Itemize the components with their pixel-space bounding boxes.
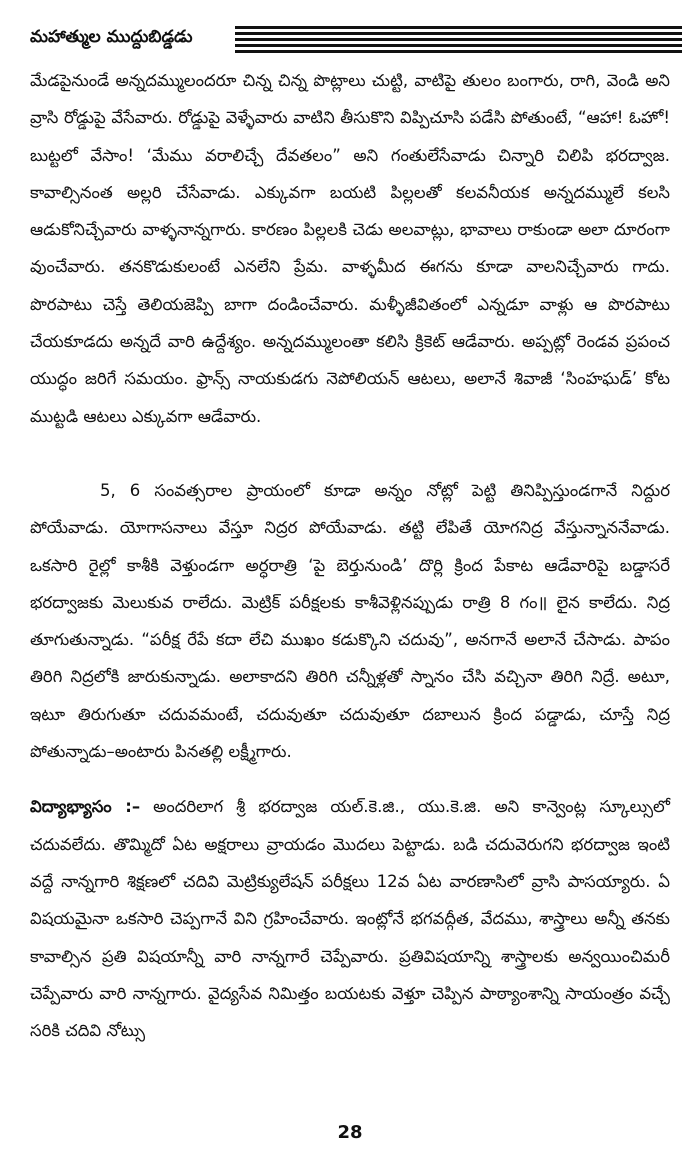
header-rule [235, 26, 682, 29]
page-number: 28 [337, 1122, 363, 1143]
body-text [30, 62, 670, 1049]
header-rule [235, 44, 682, 47]
section-paragraph [30, 788, 670, 1049]
section-heading: విద్యాభ్యాసం :– [30, 797, 141, 817]
section-text: అందరిలాగ శ్రీ భరద్వాజ యల్.కె.జి., యు.కె.జి. అని కాన్వెంట్ల స్కూల్సులో చదువలేదు. తొమ్మిదో ఏట అక్షరాలు వ్రాయడం మొదలు పెట్టాడు. బడి చదువెరుగని భరద్వాజ ఇంటి వద్దే నాన్నగారి శిక్షణలో చదివి మెట్రిక్యులేషన్ పరీక్షలు 12వ ఏట వారణాసిలో వ్రాసి పాసయ్యారు. ఏ విషయమైనా ఒకసారి చెప్పగానే విని గ్రహించేవారు. ఇంట్లోనే భగవద్గీత, వేదము, శాస్త్రాలు అన్నీ తనకు కావాల్సిన ప్రతి విషయాన్నీ వారి నాన్నగారే చెప్పేవారు. ప్రతివిషయాన్ని శాస్త్రాలకు అన్వయించిమరీ చెప్పేవారు వారి నాన్నగారు. వైద్యసేవ నిమిత్తం బయటకు వెళ్తూ చెప్పిన పాఠ్యాంశాన్ని సాయంత్రం వచ్చే సరికి చదివి నోట్సు [30, 797, 670, 1041]
header-rule [235, 50, 682, 53]
running-header [30, 22, 682, 56]
header-rule [235, 32, 682, 35]
paragraph: మేడపైనుండే అన్నదమ్ములందరూ చిన్న చిన్న పొట్లాలు చుట్టి, వాటిపై తులం బంగారు, రాగి, వెండి అని వ్రాసి రోడ్డుపై వేసేవారు. రోడ్డుపై వెళ్ళేవారు వాటిని తీసుకొని విప్పిచూసి పడేసి పోతుంటే, “ఆహా! ఓహో! బుట్టలో వేసాం! ‘మేము వరాలిచ్చే దేవతలం” అని గంతులేసేవాడు చిన్నారి చిలిపి భరద్వాజ. కావాల్సినంత అల్లరి చేసేవాడు. ఎక్కువగా బయటి పిల్లలతో కలవనీయక అన్నదమ్ములే కలసి ఆడుకోనిచ్చేవారు వాళ్ళనాన్నగారు. కారణం పిల్లలకి చెడు అలవాట్లు, భావాలు రాకుండా అలా దూరంగా వుంచేవారు. తనకొడుకులంటే ఎనలేని ప్రేమ. వాళ్ళమీద ఈగను కూడా వాలనిచ్చేవారు గాదు. పొరపాటు చెస్తే తెలియజెప్పి బాగా దండించేవారు. మళ్ళీజీవితంలో ఎన్నడూ వాళ్లు ఆ పొరపాటు చేయకూడదు అన్నదే వారి ఉద్దేశ్యం. అన్నదమ్ములంతా కలిసి క్రికెట్ ఆడేవారు. అప్పట్లో రెండవ ప్రపంచ యుద్ధం జరిగే సమయం. ఫ్రాన్స్ నాయకుడగు నెపోలియన్ ఆటలు, అలానే శివాజీ ‘సింహఘడ్’ కోట ముట్టడి ఆటలు ఎక్కువగా ఆడేవారు. [30, 71, 670, 426]
header-rule [235, 38, 682, 41]
paragraph: 5, 6 సంవత్సరాల ప్రాయంలో కూడా అన్నం నోట్లో పెట్టి తినిప్పిస్తుండగానే నిద్దుర పోయేవాడు. యోగాసనాలు వేస్తూ నిద్రర పోయేవాడు. తట్టి లేపితే యోగనిద్ర వేస్తున్నాననేవాడు. ఒకసారి రైల్లో కాశీకి వెళ్తుండగా అర్ధరాత్రి ‘పై బెర్తునుండి’ దొర్లి క్రింద పేకాట ఆడేవారిపై బడ్డాసరే భరద్వాజకు మెలుకువ రాలేదు. మెట్రిక్ పరీక్షలకు కాశీవెళ్లినప్పుడు రాత్రి 8 గం॥ లైన కాలేదు. నిద్ర తూగుతున్నాడు. “పరీక్ష రేపే కదా లేచి ముఖం కడుక్కొని చదువు”, అనగానే అలానే చేసాడు. పాపం తిరిగి నిద్రలోకి జారుకున్నాడు. అలాకాదని తిరిగి చన్నీళ్లతో స్నానం చేసి వచ్చినా తిరిగి నిద్రే. అటూ, ఇటూ తిరుగుతూ చదువమంటే, చదువుతూ చదువుతూ దబాలున క్రింద పడ్డాడు, చూస్తే నిద్ర పోతున్నాడు–అంటారు పినతల్లి లక్ష్మీగారు. [30, 480, 670, 762]
book-title: మహాత్ముల ముద్దుబిడ్డడు [30, 27, 193, 47]
header-rules [235, 26, 682, 54]
